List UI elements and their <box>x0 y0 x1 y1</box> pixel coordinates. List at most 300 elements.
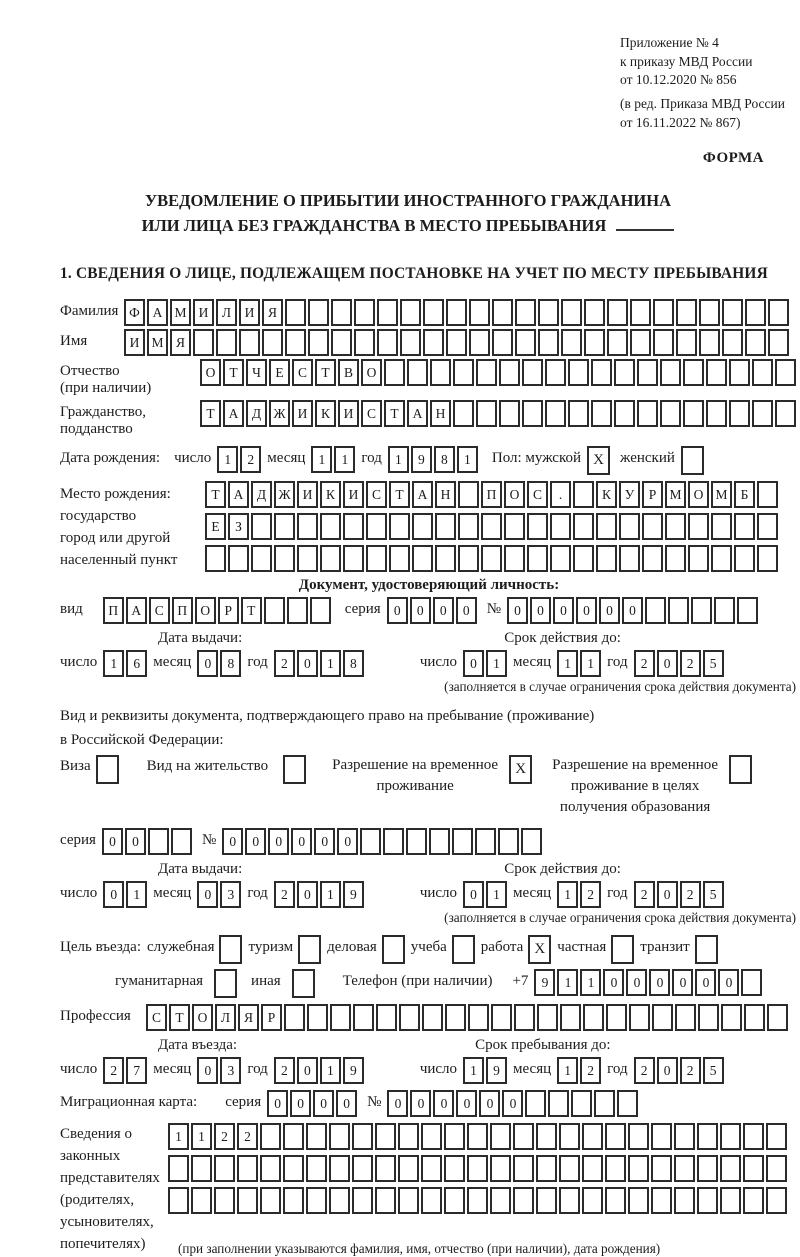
char-cell[interactable]: 0 <box>387 597 408 624</box>
char-cell[interactable]: 0 <box>626 969 647 996</box>
char-cell[interactable]: У <box>619 481 640 508</box>
char-cell[interactable] <box>561 329 582 356</box>
char-cell[interactable] <box>377 299 398 326</box>
char-cell[interactable] <box>306 1155 327 1182</box>
char-cell[interactable] <box>605 1155 626 1182</box>
char-cell[interactable] <box>421 1123 442 1150</box>
char-cell[interactable]: 0 <box>410 1090 431 1117</box>
purpose-private-checkbox[interactable] <box>611 935 634 964</box>
char-cell[interactable] <box>665 513 686 540</box>
char-cell[interactable] <box>743 1155 764 1182</box>
char-cell[interactable] <box>251 545 272 572</box>
char-cell[interactable]: Б <box>734 481 755 508</box>
char-cell[interactable]: 2 <box>274 650 295 677</box>
given-name-cells[interactable] <box>124 329 789 356</box>
char-cell[interactable] <box>545 400 566 427</box>
char-cell[interactable] <box>429 828 450 855</box>
char-cell[interactable] <box>605 1187 626 1214</box>
char-cell[interactable] <box>729 400 750 427</box>
char-cell[interactable] <box>375 1187 396 1214</box>
char-cell[interactable]: Р <box>642 481 663 508</box>
char-cell[interactable] <box>467 1123 488 1150</box>
char-cell[interactable] <box>559 1123 580 1150</box>
char-cell[interactable] <box>628 1123 649 1150</box>
char-cell[interactable]: Р <box>218 597 239 624</box>
char-cell[interactable]: 2 <box>274 1057 295 1084</box>
char-cell[interactable]: Л <box>216 299 237 326</box>
char-cell[interactable]: О <box>195 597 216 624</box>
char-cell[interactable]: Т <box>384 400 405 427</box>
char-cell[interactable]: О <box>200 359 221 386</box>
char-cell[interactable] <box>285 329 306 356</box>
char-cell[interactable] <box>660 359 681 386</box>
char-cell[interactable]: Н <box>435 481 456 508</box>
char-cell[interactable]: 1 <box>486 650 507 677</box>
char-cell[interactable]: 2 <box>580 881 601 908</box>
patronymic-cells[interactable] <box>200 359 796 386</box>
char-cell[interactable]: 2 <box>240 446 261 473</box>
char-cell[interactable] <box>734 545 755 572</box>
char-cell[interactable] <box>676 299 697 326</box>
entry-year-cells[interactable] <box>274 1057 364 1084</box>
char-cell[interactable]: О <box>361 359 382 386</box>
migration-number-cells[interactable] <box>387 1090 638 1117</box>
char-cell[interactable]: С <box>527 481 548 508</box>
char-cell[interactable]: 6 <box>126 650 147 677</box>
char-cell[interactable] <box>283 1155 304 1182</box>
char-cell[interactable]: 1 <box>103 650 124 677</box>
char-cell[interactable] <box>515 299 536 326</box>
char-cell[interactable] <box>743 1187 764 1214</box>
char-cell[interactable] <box>711 545 732 572</box>
char-cell[interactable]: 1 <box>320 1057 341 1084</box>
char-cell[interactable] <box>389 545 410 572</box>
char-cell[interactable] <box>492 299 513 326</box>
char-cell[interactable] <box>343 513 364 540</box>
char-cell[interactable]: С <box>146 1004 167 1031</box>
char-cell[interactable] <box>412 545 433 572</box>
char-cell[interactable] <box>406 828 427 855</box>
char-cell[interactable] <box>591 400 612 427</box>
stay-doc-valid-month-cells[interactable] <box>557 881 601 908</box>
char-cell[interactable] <box>513 1155 534 1182</box>
char-cell[interactable]: 0 <box>718 969 739 996</box>
char-cell[interactable] <box>260 1123 281 1150</box>
char-cell[interactable] <box>228 545 249 572</box>
entry-month-cells[interactable] <box>197 1057 241 1084</box>
purpose-study-checkbox[interactable] <box>452 935 475 964</box>
stay-until-day-cells[interactable] <box>463 1057 507 1084</box>
char-cell[interactable] <box>766 1155 787 1182</box>
char-cell[interactable]: Д <box>246 400 267 427</box>
char-cell[interactable] <box>525 1090 546 1117</box>
char-cell[interactable] <box>538 329 559 356</box>
char-cell[interactable] <box>398 1155 419 1182</box>
char-cell[interactable]: 3 <box>220 1057 241 1084</box>
char-cell[interactable] <box>237 1155 258 1182</box>
char-cell[interactable]: 0 <box>456 1090 477 1117</box>
char-cell[interactable] <box>582 1155 603 1182</box>
char-cell[interactable] <box>467 1155 488 1182</box>
char-cell[interactable]: А <box>228 481 249 508</box>
char-cell[interactable] <box>699 329 720 356</box>
char-cell[interactable] <box>706 359 727 386</box>
char-cell[interactable]: 2 <box>237 1123 258 1150</box>
char-cell[interactable]: 0 <box>622 597 643 624</box>
char-cell[interactable] <box>307 1004 328 1031</box>
entry-day-cells[interactable] <box>103 1057 147 1084</box>
doc-series-cells[interactable] <box>387 597 477 624</box>
migration-series-cells[interactable] <box>267 1090 357 1117</box>
char-cell[interactable]: А <box>223 400 244 427</box>
char-cell[interactable] <box>329 1123 350 1150</box>
char-cell[interactable]: 1 <box>457 446 478 473</box>
char-cell[interactable] <box>306 1123 327 1150</box>
char-cell[interactable]: Е <box>269 359 290 386</box>
char-cell[interactable] <box>752 400 773 427</box>
char-cell[interactable]: 0 <box>197 881 218 908</box>
char-cell[interactable]: Ч <box>246 359 267 386</box>
char-cell[interactable] <box>458 545 479 572</box>
char-cell[interactable]: Н <box>430 400 451 427</box>
char-cell[interactable]: 0 <box>267 1090 288 1117</box>
char-cell[interactable] <box>617 1090 638 1117</box>
char-cell[interactable] <box>706 400 727 427</box>
char-cell[interactable]: 0 <box>603 969 624 996</box>
char-cell[interactable]: 3 <box>220 881 241 908</box>
char-cell[interactable] <box>352 1187 373 1214</box>
char-cell[interactable]: 5 <box>703 881 724 908</box>
char-cell[interactable] <box>421 1155 442 1182</box>
char-cell[interactable] <box>522 359 543 386</box>
char-cell[interactable]: 9 <box>343 1057 364 1084</box>
char-cell[interactable] <box>274 513 295 540</box>
stay-doc-valid-day-cells[interactable] <box>463 881 507 908</box>
char-cell[interactable] <box>720 1187 741 1214</box>
char-cell[interactable]: 0 <box>297 1057 318 1084</box>
char-cell[interactable] <box>476 359 497 386</box>
birth-day-cells[interactable] <box>217 446 261 473</box>
char-cell[interactable]: А <box>407 400 428 427</box>
char-cell[interactable]: 5 <box>703 1057 724 1084</box>
char-cell[interactable] <box>573 513 594 540</box>
char-cell[interactable] <box>214 1187 235 1214</box>
char-cell[interactable] <box>722 299 743 326</box>
char-cell[interactable] <box>360 828 381 855</box>
char-cell[interactable]: 0 <box>197 1057 218 1084</box>
char-cell[interactable] <box>744 1004 765 1031</box>
char-cell[interactable] <box>191 1187 212 1214</box>
char-cell[interactable] <box>421 1187 442 1214</box>
char-cell[interactable] <box>490 1187 511 1214</box>
char-cell[interactable]: П <box>481 481 502 508</box>
char-cell[interactable]: Т <box>169 1004 190 1031</box>
purpose-transit-checkbox[interactable] <box>695 935 718 964</box>
stay-doc-series-cells[interactable] <box>102 828 192 855</box>
doc-issue-day-cells[interactable] <box>103 650 147 677</box>
char-cell[interactable]: 0 <box>245 828 266 855</box>
char-cell[interactable] <box>377 329 398 356</box>
char-cell[interactable] <box>668 597 689 624</box>
char-cell[interactable] <box>584 329 605 356</box>
purpose-humanitarian-checkbox[interactable] <box>214 969 237 998</box>
char-cell[interactable]: 1 <box>320 881 341 908</box>
char-cell[interactable] <box>653 329 674 356</box>
char-cell[interactable]: 1 <box>580 969 601 996</box>
char-cell[interactable]: 0 <box>222 828 243 855</box>
char-cell[interactable] <box>499 400 520 427</box>
char-cell[interactable]: 0 <box>463 650 484 677</box>
char-cell[interactable]: И <box>338 400 359 427</box>
char-cell[interactable] <box>287 597 308 624</box>
char-cell[interactable] <box>407 359 428 386</box>
char-cell[interactable] <box>688 513 709 540</box>
char-cell[interactable] <box>353 1004 374 1031</box>
char-cell[interactable]: 1 <box>334 446 355 473</box>
char-cell[interactable]: М <box>711 481 732 508</box>
char-cell[interactable] <box>591 359 612 386</box>
char-cell[interactable] <box>741 969 762 996</box>
char-cell[interactable] <box>239 329 260 356</box>
char-cell[interactable] <box>444 1123 465 1150</box>
char-cell[interactable] <box>423 299 444 326</box>
char-cell[interactable]: С <box>361 400 382 427</box>
char-cell[interactable]: К <box>315 400 336 427</box>
char-cell[interactable]: Я <box>170 329 191 356</box>
temp-residence-education-checkbox[interactable] <box>729 755 752 784</box>
char-cell[interactable] <box>614 400 635 427</box>
char-cell[interactable] <box>596 513 617 540</box>
char-cell[interactable] <box>676 329 697 356</box>
char-cell[interactable] <box>458 481 479 508</box>
char-cell[interactable] <box>274 545 295 572</box>
char-cell[interactable] <box>642 513 663 540</box>
stay-doc-number-cells[interactable] <box>222 828 542 855</box>
char-cell[interactable] <box>452 828 473 855</box>
char-cell[interactable]: 8 <box>220 650 241 677</box>
char-cell[interactable] <box>752 359 773 386</box>
char-cell[interactable]: 0 <box>433 597 454 624</box>
char-cell[interactable] <box>757 513 778 540</box>
char-cell[interactable]: 2 <box>680 650 701 677</box>
representatives-cells-row-1[interactable] <box>168 1123 787 1150</box>
char-cell[interactable]: 1 <box>557 881 578 908</box>
char-cell[interactable] <box>568 359 589 386</box>
char-cell[interactable] <box>688 545 709 572</box>
stay-doc-issue-month-cells[interactable] <box>197 881 241 908</box>
char-cell[interactable] <box>283 1123 304 1150</box>
char-cell[interactable]: Т <box>389 481 410 508</box>
char-cell[interactable] <box>697 1123 718 1150</box>
char-cell[interactable] <box>573 545 594 572</box>
char-cell[interactable]: Р <box>261 1004 282 1031</box>
char-cell[interactable] <box>384 359 405 386</box>
char-cell[interactable] <box>453 359 474 386</box>
char-cell[interactable] <box>536 1123 557 1150</box>
char-cell[interactable]: О <box>688 481 709 508</box>
char-cell[interactable] <box>651 1187 672 1214</box>
char-cell[interactable]: И <box>193 299 214 326</box>
char-cell[interactable]: 2 <box>580 1057 601 1084</box>
char-cell[interactable] <box>645 597 666 624</box>
char-cell[interactable] <box>191 1155 212 1182</box>
char-cell[interactable] <box>630 299 651 326</box>
char-cell[interactable]: 0 <box>197 650 218 677</box>
char-cell[interactable] <box>606 1004 627 1031</box>
char-cell[interactable] <box>582 1123 603 1150</box>
char-cell[interactable]: 0 <box>102 828 123 855</box>
char-cell[interactable] <box>262 329 283 356</box>
char-cell[interactable] <box>446 299 467 326</box>
doc-number-cells[interactable] <box>507 597 758 624</box>
doc-valid-month-cells[interactable] <box>557 650 601 677</box>
char-cell[interactable]: 2 <box>634 881 655 908</box>
char-cell[interactable] <box>545 359 566 386</box>
purpose-other-checkbox[interactable] <box>292 969 315 998</box>
char-cell[interactable]: 2 <box>634 650 655 677</box>
char-cell[interactable] <box>642 545 663 572</box>
char-cell[interactable]: К <box>320 481 341 508</box>
char-cell[interactable]: 0 <box>313 1090 334 1117</box>
birth-place-cells-row-2[interactable] <box>205 513 778 540</box>
birth-year-cells[interactable] <box>388 446 478 473</box>
char-cell[interactable]: 0 <box>387 1090 408 1117</box>
char-cell[interactable] <box>521 828 542 855</box>
char-cell[interactable]: 0 <box>297 881 318 908</box>
char-cell[interactable] <box>721 1004 742 1031</box>
char-cell[interactable] <box>548 1090 569 1117</box>
char-cell[interactable] <box>148 828 169 855</box>
char-cell[interactable] <box>743 1123 764 1150</box>
char-cell[interactable] <box>297 513 318 540</box>
char-cell[interactable] <box>745 299 766 326</box>
char-cell[interactable]: М <box>665 481 686 508</box>
birth-place-cells-row-1[interactable] <box>205 481 778 508</box>
char-cell[interactable]: 1 <box>580 650 601 677</box>
char-cell[interactable]: 1 <box>126 881 147 908</box>
char-cell[interactable] <box>584 299 605 326</box>
char-cell[interactable] <box>675 1004 696 1031</box>
char-cell[interactable] <box>522 400 543 427</box>
char-cell[interactable] <box>637 400 658 427</box>
char-cell[interactable] <box>343 545 364 572</box>
char-cell[interactable]: 2 <box>680 881 701 908</box>
char-cell[interactable]: 0 <box>672 969 693 996</box>
char-cell[interactable] <box>699 299 720 326</box>
residence-permit-checkbox[interactable] <box>283 755 306 784</box>
char-cell[interactable] <box>561 299 582 326</box>
char-cell[interactable] <box>504 513 525 540</box>
char-cell[interactable] <box>476 400 497 427</box>
char-cell[interactable] <box>444 1187 465 1214</box>
char-cell[interactable] <box>237 1187 258 1214</box>
char-cell[interactable] <box>490 1155 511 1182</box>
char-cell[interactable] <box>310 597 331 624</box>
char-cell[interactable]: Т <box>200 400 221 427</box>
char-cell[interactable]: 0 <box>576 597 597 624</box>
char-cell[interactable]: 2 <box>274 881 295 908</box>
citizenship-cells[interactable] <box>200 400 796 427</box>
char-cell[interactable] <box>422 1004 443 1031</box>
char-cell[interactable] <box>619 513 640 540</box>
char-cell[interactable]: С <box>292 359 313 386</box>
char-cell[interactable] <box>720 1123 741 1150</box>
char-cell[interactable] <box>559 1155 580 1182</box>
char-cell[interactable] <box>651 1155 672 1182</box>
char-cell[interactable] <box>619 545 640 572</box>
char-cell[interactable] <box>366 545 387 572</box>
char-cell[interactable] <box>399 1004 420 1031</box>
char-cell[interactable] <box>308 329 329 356</box>
char-cell[interactable]: М <box>147 329 168 356</box>
char-cell[interactable] <box>467 1187 488 1214</box>
char-cell[interactable] <box>630 329 651 356</box>
char-cell[interactable] <box>320 545 341 572</box>
char-cell[interactable] <box>629 1004 650 1031</box>
char-cell[interactable]: 9 <box>486 1057 507 1084</box>
char-cell[interactable] <box>481 545 502 572</box>
char-cell[interactable] <box>768 329 789 356</box>
char-cell[interactable] <box>737 597 758 624</box>
char-cell[interactable] <box>605 1123 626 1150</box>
char-cell[interactable]: Ж <box>269 400 290 427</box>
char-cell[interactable] <box>469 299 490 326</box>
char-cell[interactable] <box>766 1123 787 1150</box>
char-cell[interactable]: 0 <box>479 1090 500 1117</box>
char-cell[interactable] <box>499 359 520 386</box>
char-cell[interactable] <box>568 400 589 427</box>
char-cell[interactable]: 1 <box>320 650 341 677</box>
char-cell[interactable] <box>445 1004 466 1031</box>
char-cell[interactable] <box>469 329 490 356</box>
char-cell[interactable]: 0 <box>553 597 574 624</box>
char-cell[interactable]: С <box>366 481 387 508</box>
char-cell[interactable] <box>698 1004 719 1031</box>
char-cell[interactable]: И <box>292 400 313 427</box>
temp-residence-checkbox[interactable]: X <box>509 755 532 784</box>
char-cell[interactable] <box>674 1123 695 1150</box>
char-cell[interactable] <box>375 1155 396 1182</box>
char-cell[interactable] <box>691 597 712 624</box>
char-cell[interactable]: Т <box>205 481 226 508</box>
visa-checkbox[interactable] <box>96 755 119 784</box>
char-cell[interactable] <box>352 1123 373 1150</box>
char-cell[interactable] <box>775 400 796 427</box>
char-cell[interactable]: 9 <box>343 881 364 908</box>
char-cell[interactable] <box>283 1187 304 1214</box>
char-cell[interactable] <box>331 329 352 356</box>
char-cell[interactable] <box>628 1187 649 1214</box>
char-cell[interactable] <box>389 513 410 540</box>
char-cell[interactable]: 1 <box>388 446 409 473</box>
char-cell[interactable]: 0 <box>410 597 431 624</box>
profession-cells[interactable] <box>146 1004 788 1031</box>
char-cell[interactable] <box>683 359 704 386</box>
char-cell[interactable] <box>653 299 674 326</box>
char-cell[interactable]: 1 <box>557 650 578 677</box>
char-cell[interactable] <box>504 545 525 572</box>
char-cell[interactable] <box>366 513 387 540</box>
doc-issue-month-cells[interactable] <box>197 650 241 677</box>
char-cell[interactable] <box>260 1155 281 1182</box>
stay-doc-valid-year-cells[interactable] <box>634 881 724 908</box>
representatives-cells-row-3[interactable] <box>168 1187 787 1214</box>
char-cell[interactable] <box>775 359 796 386</box>
char-cell[interactable] <box>168 1187 189 1214</box>
char-cell[interactable] <box>435 545 456 572</box>
char-cell[interactable] <box>193 329 214 356</box>
char-cell[interactable] <box>757 481 778 508</box>
